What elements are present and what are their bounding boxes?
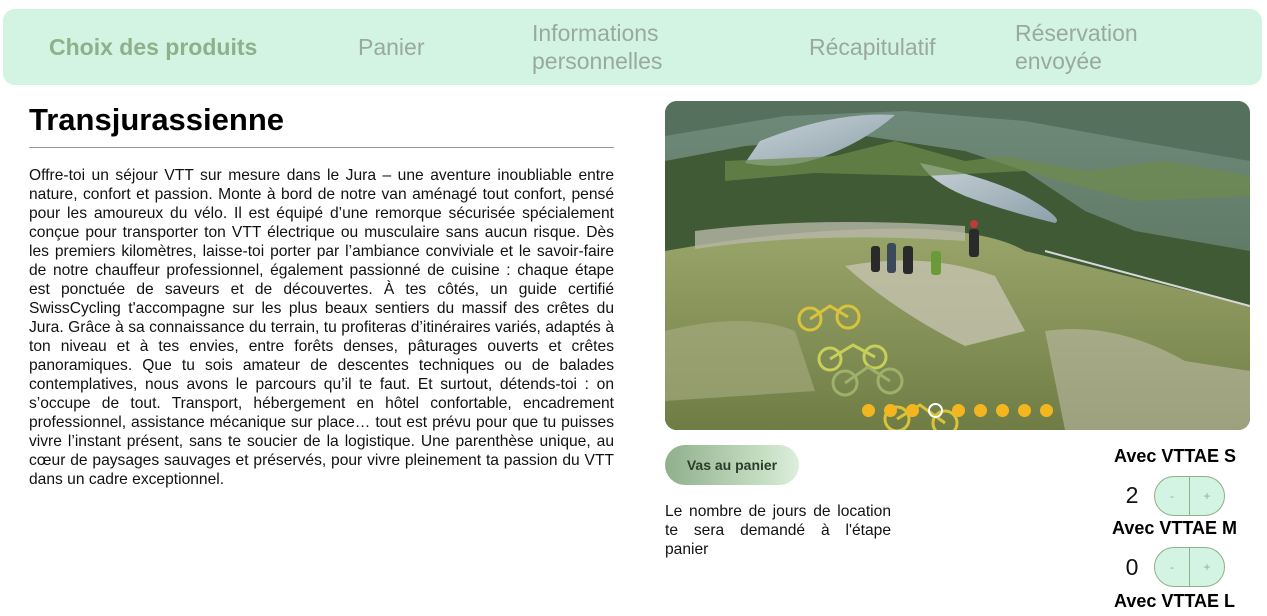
decrement-button[interactable]: - (1155, 548, 1189, 586)
carousel-dot[interactable] (974, 404, 987, 417)
decrement-button[interactable]: - (1155, 477, 1189, 515)
quantity-stepper-vttae-m (1154, 547, 1225, 587)
step-personal-info[interactable]: Informations personnelles (532, 20, 663, 74)
quantity-value-vttae-m: 0 (1125, 554, 1139, 580)
carousel-dot[interactable] (906, 404, 919, 417)
increment-button[interactable]: + (1190, 477, 1224, 515)
step-reservation-sent[interactable]: Réservation envoyée (1015, 20, 1138, 74)
go-to-cart-button[interactable]: Vas au panier (665, 445, 799, 485)
option-label-vttae-s: Avec VTTAE S (1114, 446, 1237, 466)
carousel-dot[interactable] (884, 404, 897, 417)
option-label-vttae-m: Avec VTTAE M (1112, 518, 1238, 538)
checkout-steps (3, 9, 1262, 85)
product-title: Transjurassienne (29, 102, 285, 137)
carousel-dot[interactable] (996, 404, 1009, 417)
product-description: Offre-toi un séjour VTT sur mesure dans le Jura – une aventure inoubliable entre nature, confort et passion. Monte à bord de notre van aménagé tout confort, pensé pour les amoureux du vélo. Il est équipé d’une remorque sécurisée spécialement conçue pour transporter ton VTT électrique ou musculaire sans aucun risque. Dès les premiers kilomètres, laisse-toi porter par l’ambiance conviviale et le savoir-faire de notre chauffeur professionnel, également passionné de cuisine : chaque étape est ponctuée de saveurs et de découvertes. À tes côtés, un guide certifié SwissCycling t'accompagne sur les plus beaux sentiers du massif des crêtes du Jura. Grâce à sa connaissance du terrain, tu profiteras d’itinéraires variés, adaptés à ton niveau et à tes envies, entre forêts denses, pâturages ouverts et crêtes panoramiques. Que tu sois amateur de descentes techniques ou de balades contemplatives, nous avons le parcours qu’il te faut. Et surtout, détends-toi : on s’occupe de tout. Transport, hébergement en hôtel confortable, encadrement professionnel, assistance mécanique sur place… tout est prévu pour que tu puisses vivre l’instant présent, sans te soucier de la logistique. Une parenthèse unique, au cœur de paysages sauvages et préservés, pour vivre pleinement ta passion du VTT dans un cadre exceptionnel. (29, 167, 614, 488)
rental-days-note: Le nombre de jours de location te sera demandé à l'étape panier (665, 503, 891, 558)
carousel-dot-active[interactable] (928, 403, 943, 418)
option-label-vttae-l: Avec VTTAE L (1114, 591, 1236, 611)
increment-button[interactable]: + (1190, 548, 1224, 586)
product-image-carousel[interactable] (665, 101, 1250, 430)
quantity-stepper-vttae-s (1154, 476, 1225, 516)
landscape-photo (665, 101, 1250, 430)
carousel-indicators (665, 403, 1250, 418)
quantity-value-vttae-s: 2 (1125, 482, 1139, 508)
carousel-dot[interactable] (1018, 404, 1031, 417)
carousel-dot[interactable] (952, 404, 965, 417)
step-summary[interactable]: Récapitulatif (809, 34, 936, 60)
title-divider (29, 147, 614, 148)
carousel-dot[interactable] (862, 404, 875, 417)
step-cart[interactable]: Panier (358, 34, 425, 60)
carousel-dot[interactable] (1040, 404, 1053, 417)
step-product-choice[interactable]: Choix des produits (49, 34, 258, 60)
